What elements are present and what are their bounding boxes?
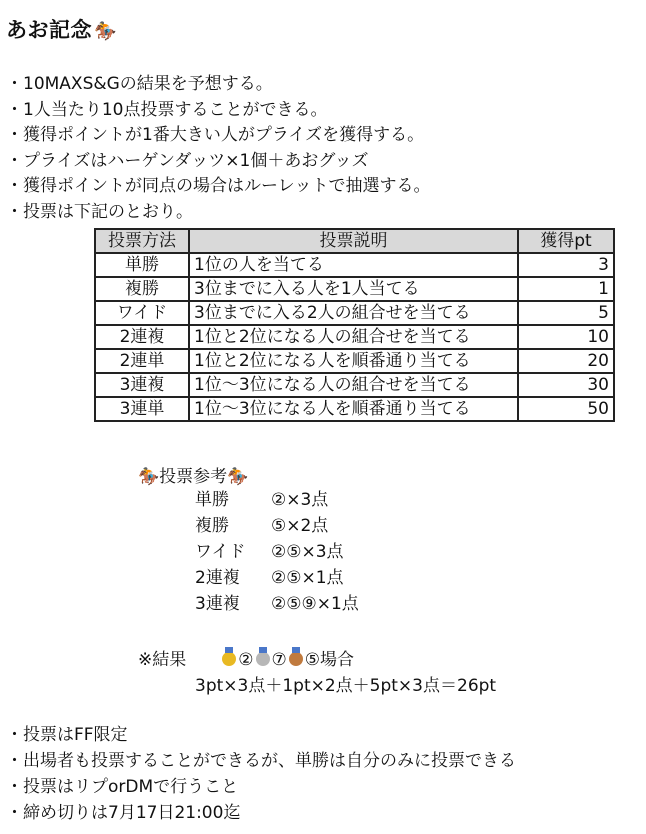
table-row: [95, 325, 614, 349]
cell-description: 3位までに入る人を1人当てる: [189, 277, 518, 301]
table-row: [95, 397, 614, 421]
list-item: ・出場者も投票することができるが、単勝は自分のみに投票できる: [6, 751, 516, 771]
cell-method: 単勝: [95, 253, 189, 277]
reference-method: 単勝: [195, 490, 229, 510]
reference-method: ワイド: [195, 542, 246, 562]
list-item: ・投票はリプorDMで行うこと: [6, 777, 239, 797]
table-row: [95, 253, 614, 277]
result-first: ②: [238, 650, 254, 670]
cell-description: 1位～3位になる人を順番通り当てる: [189, 397, 518, 421]
cell-method: 3連複: [95, 373, 189, 397]
reference-pick: ②×3点: [271, 490, 329, 510]
reference-title: 投票参考: [159, 467, 228, 487]
cell-method: 2連複: [95, 325, 189, 349]
horse-racing-icon: 🏇: [227, 467, 249, 487]
cell-method: ワイド: [95, 301, 189, 325]
list-item: ・締め切りは7月17日21:00迄: [6, 803, 241, 823]
cell-description: 3位までに入る2人の組合せを当てる: [189, 301, 518, 325]
cell-points: 20: [518, 349, 614, 373]
header-description: 投票説明: [189, 229, 518, 253]
list-item: ・獲得ポイントが1番大きい人がプライズを獲得する。: [6, 125, 425, 145]
cell-method: 2連単: [95, 349, 189, 373]
cell-description: 1位と2位になる人の組合せを当てる: [189, 325, 518, 349]
reference-heading: [138, 462, 248, 487]
cell-points: 5: [518, 301, 614, 325]
cell-points: 10: [518, 325, 614, 349]
header-method: 投票方法: [95, 229, 189, 253]
bronze-medal-icon: [289, 652, 303, 666]
table-row: [95, 277, 614, 301]
list-item: ・プライズはハーゲンダッツ×1個＋あおグッズ: [6, 150, 369, 171]
list-item: ・投票は下記のとおり。: [6, 201, 193, 222]
list-item: [195, 591, 359, 617]
result-label: ※結果: [138, 650, 187, 670]
cell-description: 1位と2位になる人を順番通り当てる: [189, 349, 518, 373]
reference-method: 3連複: [195, 594, 240, 614]
cell-points: 3: [518, 253, 614, 277]
result-second: ⑦: [271, 650, 287, 670]
table-row: [95, 301, 614, 325]
gold-medal-icon: [222, 652, 236, 666]
reference-list: [195, 487, 359, 617]
reference-pick: ⑤×2点: [271, 516, 329, 536]
cell-points: 1: [518, 277, 614, 301]
table-header-row: [95, 229, 614, 253]
list-item: [195, 513, 359, 539]
horse-racing-icon: 🏇: [138, 467, 160, 487]
cell-method: 複勝: [95, 277, 189, 301]
rules-list: [6, 72, 431, 225]
cell-description: 1位～3位になる人の組合せを当てる: [189, 373, 518, 397]
result-line: [138, 645, 354, 670]
title-text: あお記念: [6, 18, 92, 42]
cell-points: 30: [518, 373, 614, 397]
header-points: 獲得pt: [518, 229, 614, 253]
cell-description: 1位の人を当てる: [189, 253, 518, 277]
result-third: ⑤: [304, 650, 320, 670]
result-calculation: 3pt×3点＋1pt×2点＋5pt×3点＝26pt: [195, 676, 497, 696]
list-item: [195, 487, 359, 513]
notes-list: [6, 722, 516, 826]
reference-method: 複勝: [195, 516, 229, 536]
reference-pick: ②⑤×3点: [271, 542, 344, 562]
list-item: ・獲得ポイントが同点の場合はルーレットで抽選する。: [6, 176, 431, 196]
list-item: ・1人当たり10点投票することができる。: [6, 99, 328, 120]
page-title: [6, 14, 117, 44]
bet-types-table: [94, 228, 615, 422]
cell-points: 50: [518, 397, 614, 421]
result-suffix: 場合: [320, 650, 354, 670]
silver-medal-icon: [256, 652, 270, 666]
table-row: [95, 373, 614, 397]
table-row: [95, 349, 614, 373]
horse-racing-icon: 🏇: [94, 21, 117, 42]
list-item: [195, 565, 359, 591]
reference-pick: ②⑤×1点: [271, 568, 344, 588]
cell-method: 3連単: [95, 397, 189, 421]
list-item: ・10MAXS&Gの結果を予想する。: [6, 74, 273, 94]
list-item: ・投票はFF限定: [6, 725, 128, 745]
reference-method: 2連複: [195, 568, 240, 588]
list-item: [195, 539, 359, 565]
reference-pick: ②⑤⑨×1点: [271, 594, 359, 614]
